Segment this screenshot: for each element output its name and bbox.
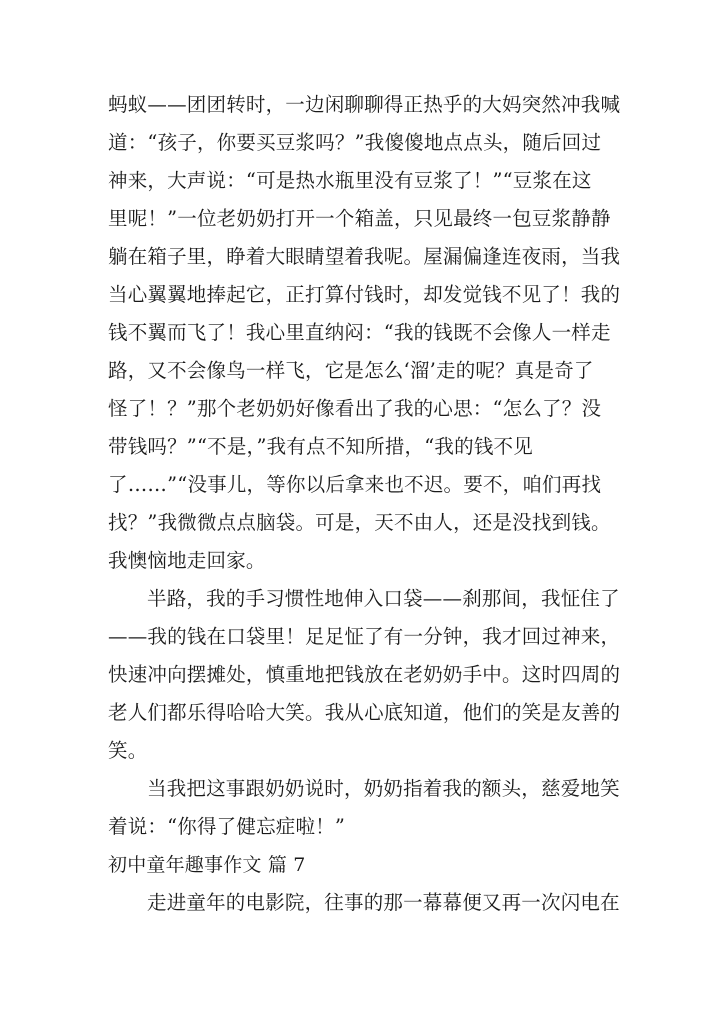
section-heading: 初中童年趣事作文 篇 7 xyxy=(108,854,306,876)
text-line: 快速冲向摆摊处，慎重地把钱放在老奶奶手中。这时四周的 xyxy=(108,663,621,686)
text-line: 找？”我微微点点脑袋。可是，天不由人，还是没找到钱。 xyxy=(108,511,611,534)
text-line: 笑。 xyxy=(108,739,148,762)
text-line: 钱不翼而飞了！我心里直纳闷：“我的钱既不会像人一样走 xyxy=(108,321,611,344)
text-line: 里呢！”一位老奶奶打开一个箱盖，只见最终一包豆浆静静 xyxy=(108,207,611,230)
text-line: 当我把这事跟奶奶说时，奶奶指着我的额头，慈爱地笑 xyxy=(147,777,620,800)
document-page xyxy=(108,86,621,922)
text-line: 怪了！？”那个老奶奶好像看出了我的心思：“怎么了？没 xyxy=(108,397,602,420)
text-line: 神来，大声说：“可是热水瓶里没有豆浆了！”“豆浆在这 xyxy=(108,169,592,192)
text-line: 当心翼翼地捧起它，正打算付钱时，却发觉钱不见了！我的 xyxy=(108,283,621,306)
text-line: 蚂蚁——团团转时，一边闲聊聊得正热乎的大妈突然冲我喊 xyxy=(108,93,621,116)
text-line: ——我的钱在口袋里！足足怔了有一分钟，我才回过神来， xyxy=(108,625,621,648)
text-line: 带钱吗？”“不是，”我有点不知所措，“我的钱不见 xyxy=(108,435,533,458)
text-line: 半路，我的手习惯性地伸入口袋——刹那间，我怔住了 xyxy=(147,587,620,610)
text-line: 躺在箱子里，睁着大眼睛望着我呢。屋漏偏逢连夜雨，当我 xyxy=(108,245,621,268)
text-line: 路，又不会像鸟一样飞，它是怎么‘溜’走的呢？真是奇了 xyxy=(108,359,594,382)
text-line: 走进童年的电影院，往事的那一幕幕便又再一次闪电在 xyxy=(147,891,620,914)
text-line: 了……”“没事儿，等你以后拿来也不迟。要不，咱们再找 xyxy=(108,473,602,496)
text-line: 道：“孩子，你要买豆浆吗？”我傻傻地点点头，随后回过 xyxy=(108,131,602,154)
text-line: 我懊恼地走回家。 xyxy=(108,549,266,572)
text-line: 着说：“你得了健忘症啦！” xyxy=(108,815,346,838)
text-line: 老人们都乐得哈哈大笑。我从心底知道，他们的笑是友善的 xyxy=(108,701,621,724)
